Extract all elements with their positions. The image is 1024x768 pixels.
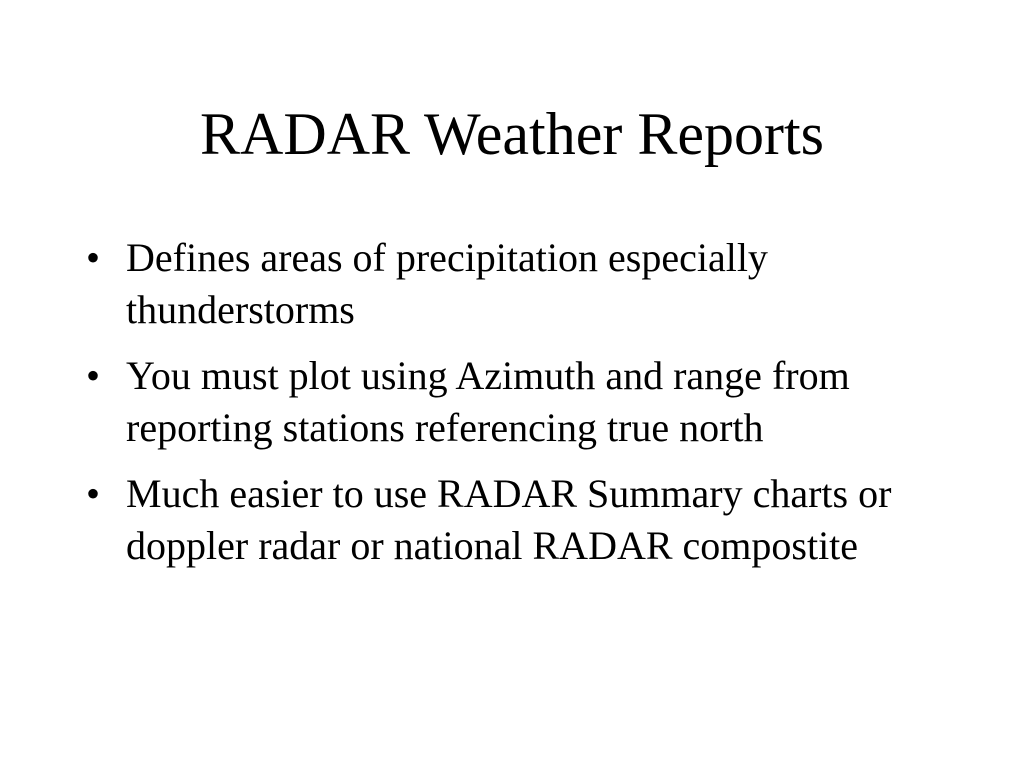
- bullet-text-1: Defines areas of precipitation especially thunderstorms: [126, 235, 768, 332]
- slide-title: RADAR Weather Reports: [200, 101, 824, 167]
- bullet-text-2: You must plot using Azimuth and range from reporting stations referencing true north: [126, 353, 850, 450]
- bullet-item-2: [86, 350, 966, 454]
- bullet-icon: •: [86, 353, 101, 398]
- bullet-icon: •: [86, 235, 101, 280]
- bullet-item-3: [86, 468, 966, 572]
- bullet-item-1: [86, 232, 966, 336]
- bullet-list: [86, 232, 966, 586]
- bullet-text-3: Much easier to use RADAR Summary charts or doppler radar or national RADAR compostite: [126, 471, 892, 568]
- bullet-icon: •: [86, 471, 101, 516]
